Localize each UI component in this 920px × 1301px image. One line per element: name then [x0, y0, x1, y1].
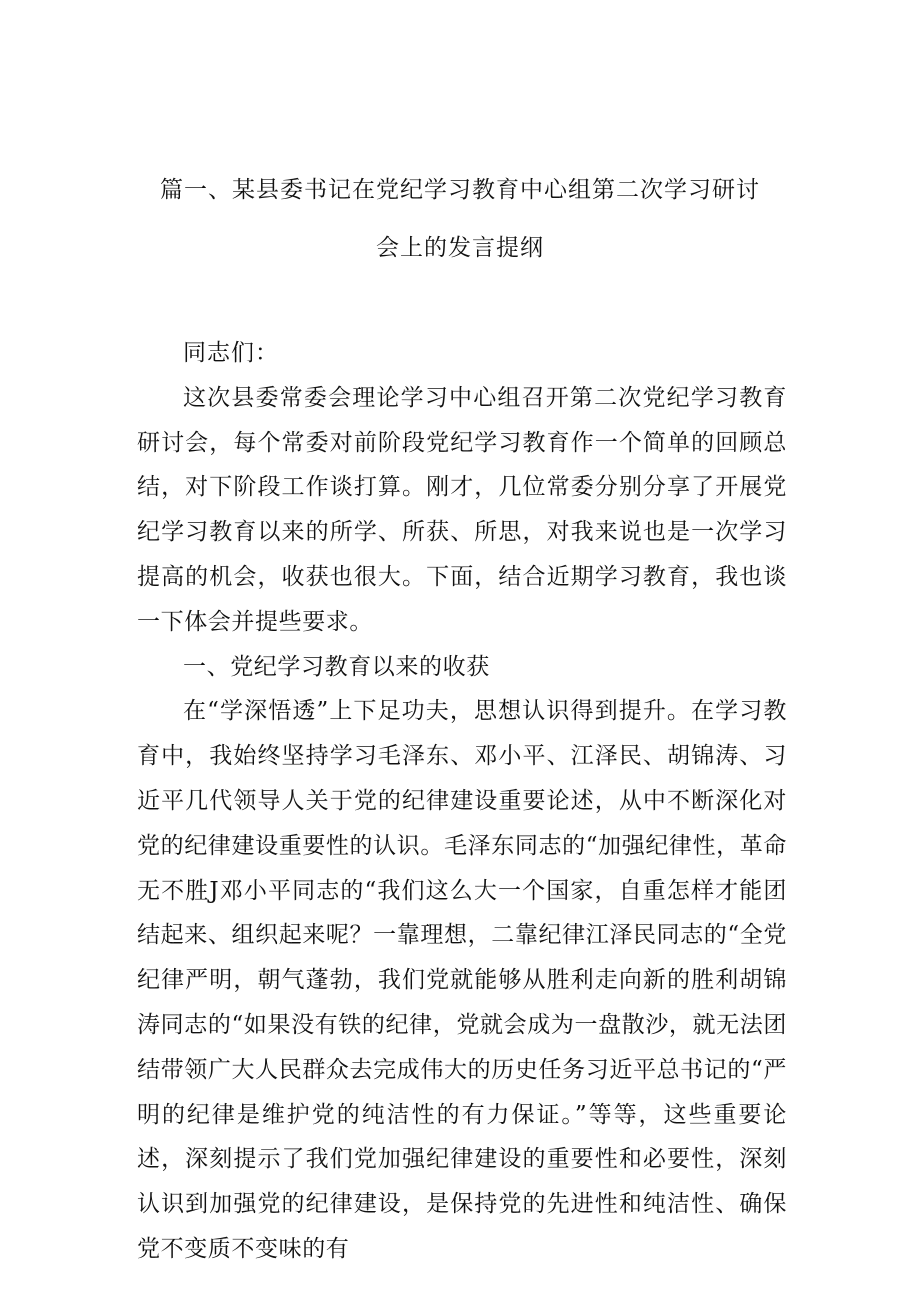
document-body	[137, 331, 787, 1272]
document-title-line-1: 篇一、某县委书记在党纪学习教育中心组第二次学习研讨	[160, 177, 760, 203]
intro-paragraph: 这次县委常委会理论学习中心组召开第二次党纪学习教育研讨会，每个常委对前阶段党纪学习教育作一个简单的回顾总结，对下阶段工作谈打算。刚才，几位常委分别分享了开展党纪学习教育以来的所学、所获、所思，对我来说也是一次学习提高的机会，收获也很大。下面，结合近期学习教育，我也谈一下体会并提些要求。	[137, 384, 787, 635]
section-heading: 一、党纪学习教育以来的收获	[183, 653, 490, 680]
salutation: 同志们：	[183, 340, 279, 366]
document-title-line-2: 会上的发言提纲	[376, 235, 544, 261]
section-paragraph: 在“学深悟透”上下足功夫，思想认识得到提升。在学习教育中，我始终坚持学习毛泽东、邓小平、江泽民、胡锦涛、习近平几代领导人关于党的纪律建设重要论述，从中不断深化对党的纪律建设重要性的认识。毛泽东同志的“加强纪律性，革命无不胜J邓小平同志的“我们这么大一个国家，自重怎样才能团结起来、组织起来呢？一靠理想，二靠纪律江泽民同志的“全党纪律严明，朝气蓬勃，我们党就能够从胜利走向新的胜利胡锦涛同志的“如果没有铁的纪律，党就会成为一盘散沙，就无法团结带领广大人民群众去完成伟大的历史任务习近平总书记的“严明的纪律是维护党的纯洁性的有力保证。”等等，这些重要论述，深刻提示了我们党加强纪律建设的重要性和必要性，深刻认识到加强党的纪律建设，是保持党的先进性和纯洁性、确保党不变质不变味的有	[137, 698, 787, 1262]
